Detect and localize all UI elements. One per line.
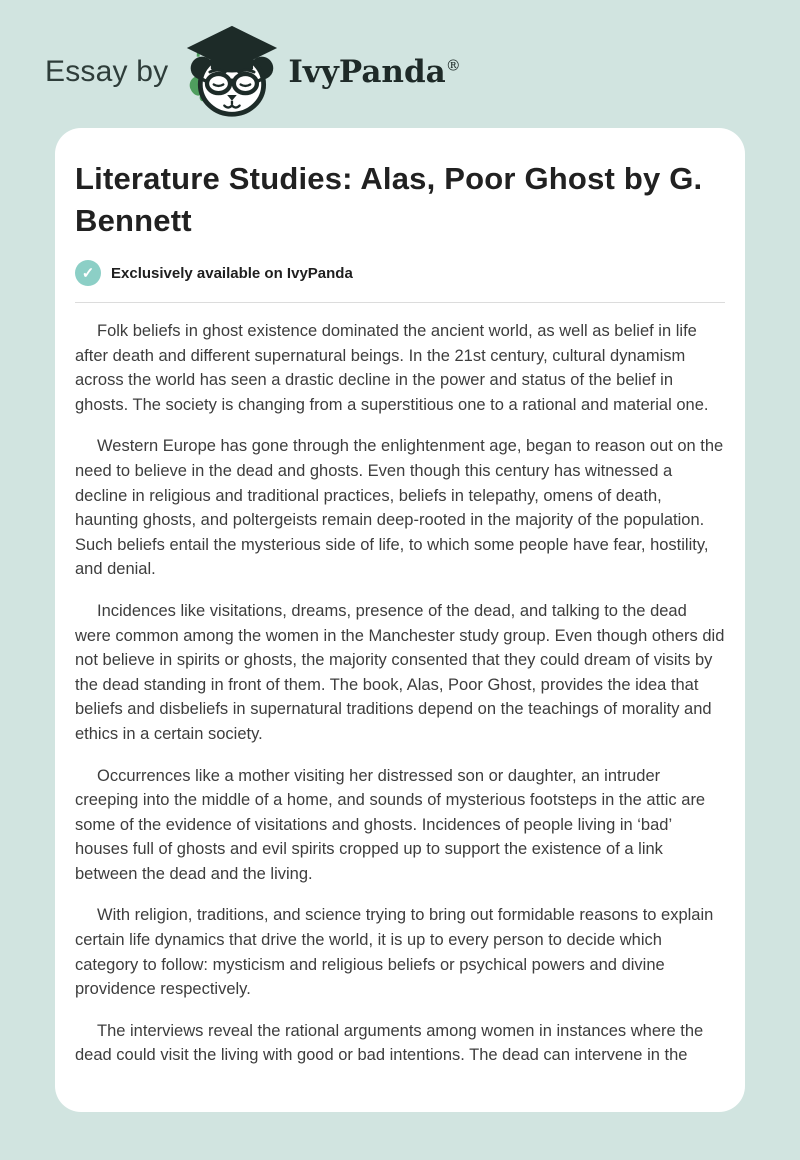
header [0,0,800,122]
divider [75,302,725,303]
availability-badge [75,260,725,286]
check-icon: ✓ [75,260,101,286]
brand-name [288,54,460,90]
registered-mark: ® [445,56,461,75]
essay-paragraph-6: The interviews reveal the rational arguments among women in instances where the dead could visit the living with good or bad intentions. The dead can intervene in the [75,1021,704,1065]
essay-paragraph-3: Incidences like visitations, dreams, presence of the dead, and talking to the dead were common among the women in the Manchester study group. Even though others did not believe in spirits or ghosts, the majority consented that they could dream of visits by the dead standing in front of them. The book, Alas, Poor Ghost, provides the idea that beliefs and disbeliefs in supernatural traditions depend on the teachings of morality and ethics in a certain society. [75,601,725,743]
ivypanda-panda-logo-icon [178,24,284,120]
availability-label: Exclusively available on IvyPanda [111,264,353,282]
essay-paragraph-5: With religion, traditions, and science trying to bring out formidable reasons to explain certain life dynamics that drive the world, it is up to every person to decide which category to follow: mysticism and religious beliefs or psychical powers and divine providence respectively. [75,906,714,999]
essay-by-label: Essay by [45,55,169,88]
essay-paragraph-4: Occurrences like a mother visiting her distressed son or daughter, an intruder creeping into the middle of a home, and sounds of mysterious footsteps in the attic are some of the evidence of visitations and ghosts. Incidences of people living in ‘bad’ houses full of ghosts and evil spirits cropped up to support the existence of a link between the dead and the living. [75,766,706,883]
brand-text: IvyPanda [288,54,446,90]
essay-body [75,319,725,1068]
essay-paragraph-2: Western Europe has gone through the enlightenment age, began to reason out on the need to believe in the dead and ghosts. Even though this century has witnessed a decline in religious and traditional practices, beliefs in telepathy, omens of death, haunting ghosts, and poltergeists remain deep-rooted in the majority of the population. Such beliefs entail the mysterious side of life, to which some people have fear, hostility, and denial. [75,437,724,579]
essay-card [55,128,745,1112]
essay-paragraph-1: Folk beliefs in ghost existence dominated the ancient world, as well as belief in life after death and different supernatural beings. In the 21st century, cultural dynamism across the world has seen a drastic decline in the power and status of the belief in ghosts. The society is changing from a superstitious one to a rational and material one. [75,322,709,414]
essay-title: Literature Studies: Alas, Poor Ghost by G. Bennett [75,161,703,238]
